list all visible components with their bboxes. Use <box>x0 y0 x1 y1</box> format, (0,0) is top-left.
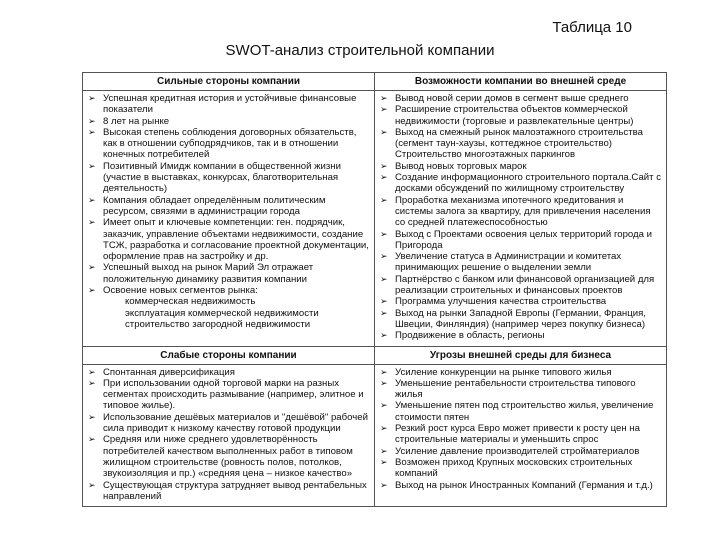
list-item <box>87 161 370 195</box>
list-item <box>87 308 370 319</box>
list-item <box>87 262 370 285</box>
list-item-text: Уменьшение пятен под строительство жилья, увеличение стоимости пятен <box>395 400 654 423</box>
list-item <box>379 330 662 341</box>
strengths-header: Сильные стороны компании <box>83 73 375 91</box>
list-item-text: Выход на рынки Западной Европы (Германии, Франция, Швеции, Финляндия) (например через покупку бизнеса) <box>395 307 646 330</box>
list-item-text: Использование дешёвых материалов и "дешёвой" рабочей сила приводит к низкому качеству готовой продукции <box>103 411 368 435</box>
arrow-bullet-icon: ➢ <box>380 456 388 467</box>
list-item <box>87 367 370 378</box>
arrow-bullet-icon: ➢ <box>380 307 388 318</box>
list-item-text: строительство загородной недвижимости <box>125 318 311 330</box>
list-item <box>87 127 370 161</box>
arrow-bullet-icon: ➢ <box>380 377 388 388</box>
list-item <box>87 319 370 330</box>
list-item-text: коммерческая недвижимость <box>125 296 256 308</box>
table-number: Таблица 10 <box>552 19 632 36</box>
arrow-bullet-icon: ➢ <box>380 479 388 490</box>
arrow-bullet-icon: ➢ <box>88 285 96 296</box>
arrow-bullet-icon: ➢ <box>380 423 388 434</box>
list-item-text: Вывод новых торговых марок <box>395 160 527 172</box>
threats-header: Угрозы внешней среды для бизнеса <box>375 346 667 364</box>
arrow-bullet-icon: ➢ <box>88 262 96 273</box>
list-item <box>379 446 662 457</box>
list-item-text: Освоение новых сегментов рынка: <box>103 285 258 297</box>
arrow-bullet-icon: ➢ <box>88 217 96 228</box>
arrow-bullet-icon: ➢ <box>380 104 388 115</box>
arrow-bullet-icon: ➢ <box>380 194 388 205</box>
list-item-text: Компания обладает определённым политическим ресурсом, связями в администрации города <box>103 194 326 217</box>
list-item <box>379 400 662 423</box>
list-item <box>87 93 370 116</box>
list-item-text: Продвижение в область, регионы <box>395 330 545 342</box>
arrow-bullet-icon: ➢ <box>88 411 96 422</box>
list-item <box>87 217 370 262</box>
list-item-text: Увеличение статуса в Администрации и комитетах принимающих решение о выделении земли <box>395 251 622 274</box>
list-item-text: Высокая степень соблюдения договорных обязательств, как в отношении субподрядчиков, так и в отношении конечных потребителей <box>103 126 357 161</box>
list-item-text: Усиление конкуренции на рынке типового жилья <box>395 366 612 378</box>
list-item-text: эксплуатация коммерческой недвижимости <box>125 307 319 319</box>
list-item <box>87 378 370 412</box>
list-item <box>379 149 662 160</box>
swot-table <box>82 72 667 507</box>
list-item <box>379 308 662 331</box>
list-item <box>379 423 662 446</box>
list-item <box>87 480 370 503</box>
list-item-text: При использовании одной торговой марки на разных сегментах происходить размывание (например, элитное и типовое жилье). <box>103 377 364 412</box>
list-item <box>87 195 370 218</box>
list-item-text: Возможен приход Крупных московских строительных компаний <box>395 456 633 480</box>
arrow-bullet-icon: ➢ <box>380 296 388 307</box>
weaknesses-cell <box>83 364 375 507</box>
list-item-text: Строительство многоэтажных паркингов <box>395 149 576 161</box>
list-item-text: Резкий рост курса Евро может привести к росту цен на строительные материалы и уменьшить спрос <box>395 423 640 446</box>
list-item <box>87 285 370 296</box>
arrow-bullet-icon: ➢ <box>88 115 96 126</box>
list-item-text: Создание информационного строительного портала.Сайт с досками обсуждений по жилищному строительству <box>395 172 662 195</box>
list-item-text: Спонтанная диверсификация <box>103 366 235 378</box>
list-item <box>87 296 370 307</box>
list-item-text: Выход с Проектами освоения целых территорий города и Пригорода <box>395 228 652 251</box>
list-item-text: Усиление давление производителей стройматериалов <box>395 445 640 457</box>
list-item <box>379 367 662 378</box>
arrow-bullet-icon: ➢ <box>88 160 96 171</box>
arrow-bullet-icon: ➢ <box>380 273 388 284</box>
list-item-text: Существующая структура затрудняет вывод рентабельных направлений <box>103 479 367 502</box>
arrow-bullet-icon: ➢ <box>88 126 96 137</box>
arrow-bullet-icon: ➢ <box>380 93 388 103</box>
list-item <box>379 296 662 307</box>
list-item-text: Позитивный Имидж компании в общественной жизни (участие в выставках, конкурсах, благотворительная деятельность) <box>103 160 341 195</box>
weaknesses-list <box>83 365 374 507</box>
list-item <box>379 229 662 252</box>
arrow-bullet-icon: ➢ <box>380 126 388 137</box>
list-item-text: 8 лет на рынке <box>103 115 170 127</box>
document-title: SWOT-анализ строительной компании <box>225 42 495 59</box>
list-item-text: Уменьшение рентабельности строительства типового жилья <box>395 377 636 401</box>
list-item <box>87 412 370 435</box>
list-item-text: Вывод новой серии домов в сегмент выше среднего <box>395 93 629 104</box>
arrow-bullet-icon: ➢ <box>380 251 388 262</box>
list-item <box>379 251 662 274</box>
arrow-bullet-icon: ➢ <box>380 366 388 377</box>
arrow-bullet-icon: ➢ <box>88 93 96 103</box>
arrow-bullet-icon: ➢ <box>380 228 388 239</box>
list-item <box>379 127 662 150</box>
arrow-bullet-icon: ➢ <box>88 479 96 490</box>
list-item <box>87 434 370 479</box>
list-item-text: Проработка механизма ипотечного кредитования и системы залога за квартиру, для привлечения населения со средней платежеспособностью <box>395 194 651 229</box>
arrow-bullet-icon: ➢ <box>380 160 388 171</box>
list-item <box>379 274 662 297</box>
list-item-text: Партнёрство с банком или финансовой организацией для реализации строительных и финансовых проектов <box>395 273 655 297</box>
list-item <box>379 104 662 127</box>
list-item <box>379 195 662 229</box>
list-item <box>379 93 662 104</box>
list-item <box>379 161 662 172</box>
list-item-text: Имеет опыт и ключевые компетенции: ген. подрядчик, заказчик, управление объектами недвижимости, создание ТСЖ, разработка и согласование проектной документации, оформление прав на застройку и др. <box>103 217 369 263</box>
arrow-bullet-icon: ➢ <box>380 445 388 456</box>
opportunities-cell <box>375 91 667 347</box>
list-item <box>379 457 662 480</box>
list-item-text: Выход на рынок Иностранных Компаний (Германия и т.д.) <box>395 479 653 491</box>
arrow-bullet-icon: ➢ <box>88 377 96 388</box>
list-item <box>87 116 370 127</box>
arrow-bullet-icon: ➢ <box>88 194 96 205</box>
opportunities-header: Возможности компании во внешней среде <box>375 73 667 91</box>
list-item-text: Успешная кредитная история и устойчивые финансовые показатели <box>103 93 357 116</box>
list-item-text: Программа улучшения качества строительства <box>395 296 607 308</box>
list-item <box>379 378 662 401</box>
threats-list <box>375 365 666 495</box>
threats-cell <box>375 364 667 507</box>
strengths-list <box>83 91 374 334</box>
list-item-text: Расширение строительства объектов коммерческой недвижимости (торговые и развлекательные центры) <box>395 104 634 127</box>
strengths-cell <box>83 91 375 347</box>
arrow-bullet-icon: ➢ <box>380 172 388 183</box>
weaknesses-header: Слабые стороны компании <box>83 346 375 364</box>
list-item-text: Средняя или ниже среднего удовлетворённость потребителей качеством выполненных работ в типовом жилищном строительстве (ровность полов, потолков, звукоизоляция и пр.) «средняя цена – низкое качество» <box>103 434 353 480</box>
arrow-bullet-icon: ➢ <box>88 434 96 445</box>
list-item-text: Успешный выход на рынок Марий Эл отражает положительную динамику развития компании <box>103 262 314 285</box>
arrow-bullet-icon: ➢ <box>380 330 388 341</box>
arrow-bullet-icon: ➢ <box>380 400 388 411</box>
arrow-bullet-icon: ➢ <box>88 366 96 377</box>
list-item <box>379 172 662 195</box>
opportunities-list <box>375 91 666 346</box>
list-item-text: Выход на смежный рынок малоэтажного строительства (сегмент таун-хаузы, коттеджное строительство) <box>395 126 643 150</box>
list-item <box>379 480 662 491</box>
